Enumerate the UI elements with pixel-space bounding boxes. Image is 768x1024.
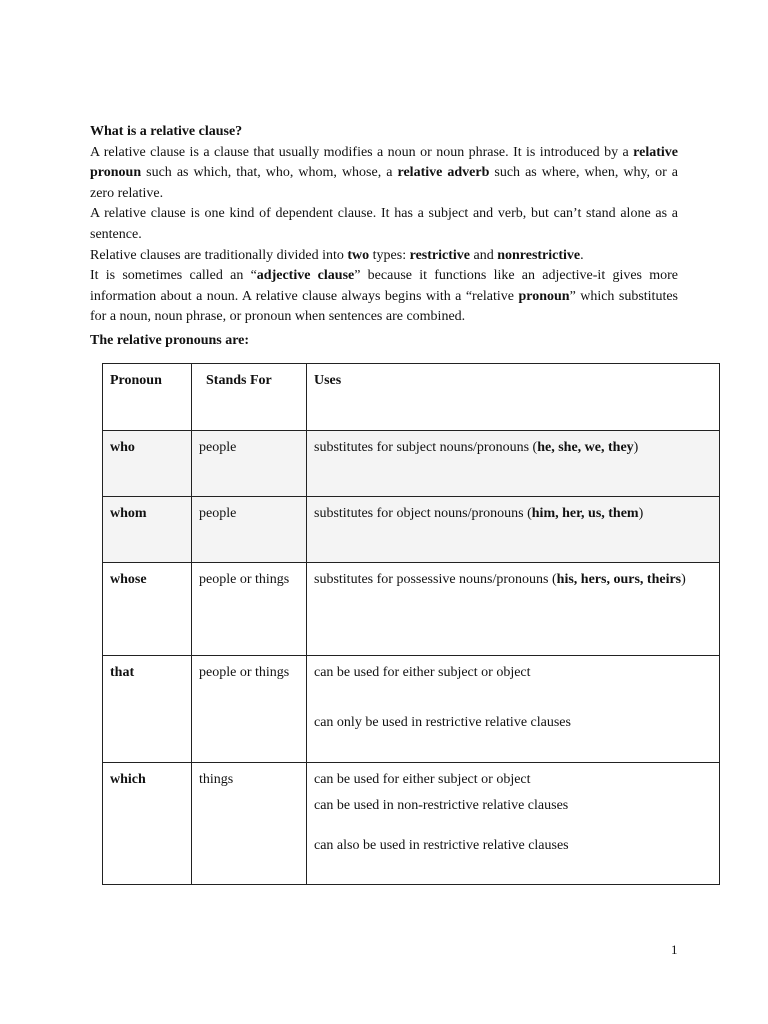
stands-for-cell: people xyxy=(192,497,307,563)
adjective-clause-paragraph xyxy=(90,266,678,328)
uses-cell xyxy=(307,497,720,563)
table-row xyxy=(103,763,720,885)
section-title: What is a relative clause? xyxy=(90,124,243,139)
bold-term: adjective clause xyxy=(256,268,355,284)
text-run: Relative clauses are traditionally divided into xyxy=(90,247,348,263)
use-examples: him, her, us, them xyxy=(531,506,639,521)
uses-cell xyxy=(307,763,720,885)
use-line: can be used for either subject or object xyxy=(314,772,531,787)
header-pronoun: Pronoun xyxy=(103,364,192,431)
text-run: A relative clause is a clause that usually modifies a noun or noun phrase. It is introduced by a xyxy=(90,144,634,160)
text-run: . xyxy=(580,247,584,263)
text-run: It is sometimes called an “ xyxy=(90,268,257,284)
text-run: types: xyxy=(369,247,410,263)
definition-paragraph xyxy=(90,143,678,205)
bold-term: two xyxy=(347,247,370,263)
types-paragraph xyxy=(90,246,678,267)
use-line: can also be used in restrictive relative clauses xyxy=(314,838,569,853)
pronoun-cell: whose xyxy=(103,563,192,656)
bold-term: nonrestrictive xyxy=(497,247,581,263)
pronoun-cell: who xyxy=(103,431,192,497)
bold-term: restrictive xyxy=(409,247,470,263)
bold-term: relative pronoun xyxy=(90,144,678,181)
use-text: ) xyxy=(633,440,639,455)
header-uses: Uses xyxy=(307,364,720,431)
use-text: ) xyxy=(681,572,686,587)
stands-for-cell: things xyxy=(192,763,307,885)
pronoun-cell: that xyxy=(103,656,192,763)
use-line: can only be used in restrictive relative clauses xyxy=(314,715,571,730)
use-examples: his, hers, ours, theirs xyxy=(556,572,682,587)
header-stands-for: Stands For xyxy=(192,364,307,431)
pronoun-cell: which xyxy=(103,763,192,885)
use-line: can be used for either subject or object xyxy=(314,665,531,680)
table-row xyxy=(103,431,720,497)
use-text: substitutes for subject nouns/pronouns ( xyxy=(314,440,538,455)
bold-term: relative adverb xyxy=(397,165,490,181)
text-run: ” which substitutes for a noun, noun phrase, or pronoun when sentences are combined. xyxy=(90,288,678,325)
uses-cell xyxy=(307,563,720,656)
stands-for-cell: people xyxy=(192,431,307,497)
text-run: ” because it functions like an adjective-it gives more information about a noun. A relative clause always begins with a “relative xyxy=(90,268,678,304)
page-number: 1 xyxy=(671,942,678,957)
text-run: and xyxy=(469,247,498,263)
text-run: such as where, when, why, or a zero relative. xyxy=(90,165,678,201)
use-text: ) xyxy=(638,506,644,521)
table-header-row xyxy=(103,364,720,431)
intro-section xyxy=(90,122,678,352)
stands-for-cell: people or things xyxy=(192,563,307,656)
table-row xyxy=(103,497,720,563)
pronoun-cell: whom xyxy=(103,497,192,563)
use-examples: he, she, we, they xyxy=(537,440,634,455)
relative-pronouns-table xyxy=(102,363,720,885)
pronouns-heading: The relative pronouns are: xyxy=(90,332,250,348)
bold-term: pronoun xyxy=(518,288,570,304)
dependent-clause-paragraph: A relative clause is one kind of dependent clause. It has a subject and verb, but can’t stand alone as a sentence. xyxy=(90,206,678,242)
table-row xyxy=(103,563,720,656)
use-text: substitutes for object nouns/pronouns ( xyxy=(314,506,532,521)
text-run: such as which, that, who, whom, whose, a xyxy=(141,165,398,181)
uses-cell xyxy=(307,431,720,497)
stands-for-cell: people or things xyxy=(192,656,307,763)
table-row xyxy=(103,656,720,763)
use-text: substitutes for possessive nouns/pronouns ( xyxy=(314,572,557,587)
use-line: can be used in non-restrictive relative clauses xyxy=(314,798,569,813)
uses-cell xyxy=(307,656,720,763)
